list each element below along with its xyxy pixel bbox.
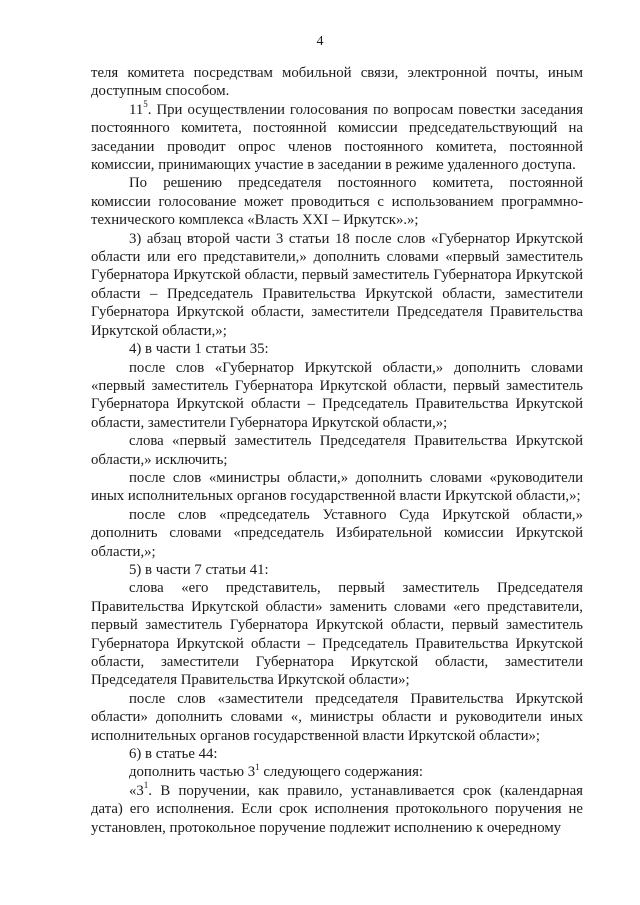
document-body: [91, 64, 583, 837]
paragraph-15-rest: . В поручении, как правило, устанавливается срок (календарная дата) его исполнения. Если срок исполнения протокольного поручения не установлен, протокольное поручение подлежит исполнению к очередному: [91, 782, 583, 836]
paragraph-13: 6) в статье 44:: [129, 746, 218, 763]
paragraph-5: 4) в части 1 статьи 35:: [129, 341, 269, 358]
paragraph-14-base: дополнить частью 3: [129, 764, 256, 781]
paragraph-9: после слов «председатель Уставного Суда Иркутской области,» дополнить словами «председатель Избирательной комиссии Иркутской области,»;: [91, 506, 583, 560]
paragraph-15-sup: 1: [143, 779, 149, 790]
paragraph-12: после слов «заместители председателя Правительства Иркутской области» дополнить словами «, министры области и руководители иных исполнительных органов государственной власти Иркутской области»;: [91, 690, 583, 744]
paragraph-7: слова «первый заместитель Председателя Правительства Иркутской области,» исключить;: [91, 433, 583, 468]
page-number: 4: [316, 34, 324, 49]
paragraph-14: [91, 763, 583, 781]
paragraph-11: слова «его представитель, первый заместитель Председателя Правительства Иркутской области» заменить словами «его представители, первый заместитель Губернатора Иркутской области, первый заместитель Губернатора Иркутской области – Председатель Правительства Иркутской области, заместители Губернатора Иркутской области, заместители Председателя Правительства Иркутской области»;: [91, 580, 583, 689]
paragraph-2: [91, 98, 583, 175]
paragraph-15: [91, 779, 583, 837]
paragraph-6: после слов «Губернатор Иркутской области,» дополнить словами «первый заместитель Губернатора Иркутской области, первый заместитель Губернатора Иркутской области – Председатель Правительства Иркутской области, заместители Губернатора Иркутской области,»;: [91, 359, 583, 431]
paragraph-14-sup: 1: [255, 761, 260, 772]
paragraph-2-sup: 5: [143, 98, 148, 109]
paragraph-1: теля комитета посредствам мобильной связи, электронной почты, иным доступным способом.: [91, 65, 583, 100]
paragraph-15-base: «3: [129, 782, 144, 799]
paragraph-3: По решению председателя постоянного комитета, постоянной комиссии голосование может проводиться с использованием программно-технического комплекса «Власть XXI – Иркутск».»;: [91, 175, 583, 229]
paragraph-10: 5) в части 7 статьи 41:: [129, 561, 269, 578]
paragraph-8: после слов «министры области,» дополнить словами «руководители иных исполнительных органов государственной власти Иркутской области,»;: [91, 469, 583, 505]
paragraph-2-base: 11: [129, 101, 144, 118]
paragraph-14-rest: следующего содержания:: [259, 764, 423, 781]
paragraph-4: 3) абзац второй части 3 статьи 18 после слов «Губернатор Иркутской области или его представители,» дополнить словами «первый заместитель Губернатора Иркутской области, первый заместитель Губернатора Иркутской области – Председатель Правительства Иркутской области, заместители Губернатора Иркутской области, заместители Председателя Правительства Иркутской области,»;: [91, 230, 583, 339]
paragraph-2-rest: . При осуществлении голосования по вопросам повестки заседания постоянного комитета, постоянной комиссии председательствующий на заседании проводит опрос членов постоянного комитета, постоянной комиссии, принимающих участие в заседании в режиме удаленного доступа.: [91, 101, 583, 174]
